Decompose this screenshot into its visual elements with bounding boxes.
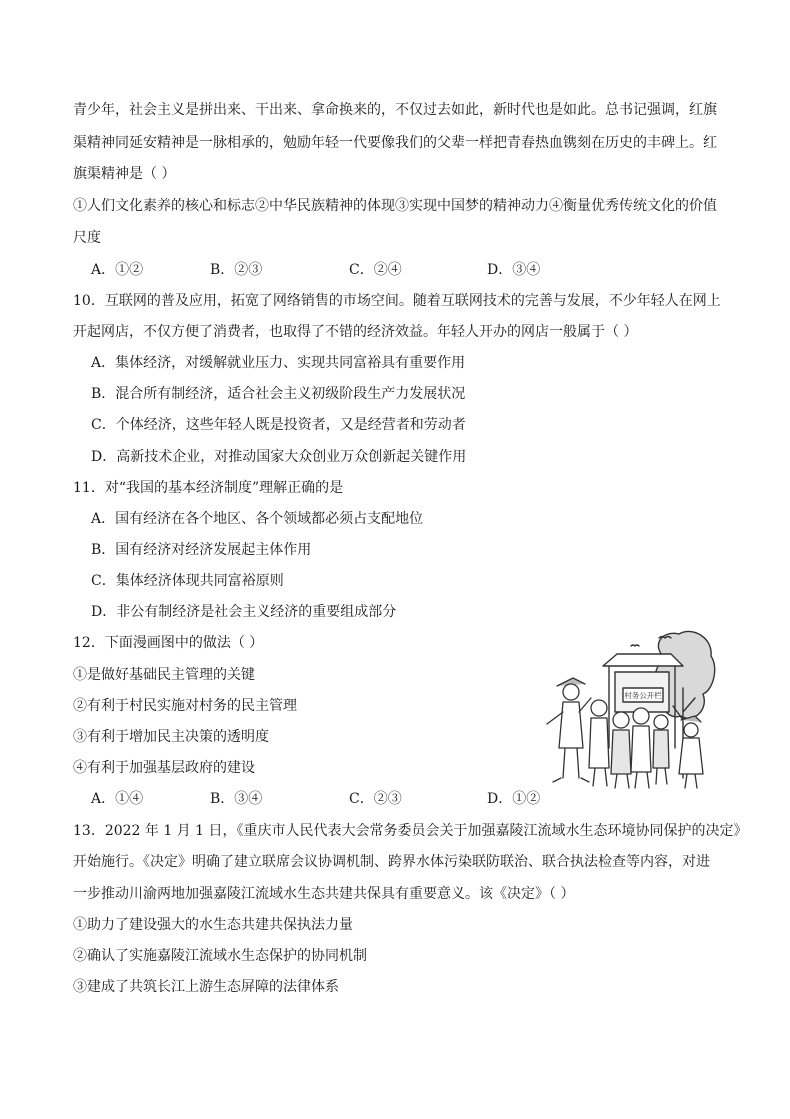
cartoon-sign-text: 村务公开栏 <box>624 691 662 700</box>
q12-statement-3: ③有利于增加民主决策的透明度 <box>73 729 269 745</box>
q12-option-a: A．①④ <box>91 791 144 807</box>
q12-statement-1: ①是做好基础民主管理的关键 <box>73 667 255 683</box>
q9-statements-line-2: 尺度 <box>73 230 101 246</box>
q9-stem-line-3: 旗渠精神是（ ） <box>73 166 176 182</box>
q11-option-d: D．非公有制经济是社会主义经济的重要组成部分 <box>91 604 397 620</box>
q12-statement-4: ④有利于加强基层政府的建设 <box>73 760 255 776</box>
q9-statements-line-1: ①人们文化素养的核心和标志②中华民族精神的体现③实现中国梦的精神动力④衡量优秀传统文化的价值 <box>73 198 717 214</box>
q10-option-b: B．混合所有制经济，适合社会主义初级阶段生产力发展状况 <box>91 386 466 402</box>
q13-statement-1: ①助力了建设强大的水生态共建共保执法力量 <box>73 917 353 933</box>
q13-stem-line-1: 13．2022 年 1 月 1 日，《重庆市人民代表大会常务委员会关于加强嘉陵江流域水生态环境协同保护的决定》 <box>73 823 748 839</box>
q9-option-b: B．②③ <box>210 262 263 278</box>
q11-stem: 11．对“我国的基本经济制度”理解正确的是 <box>73 480 344 496</box>
q9-stem-line-1: 青少年，社会主义是拼出来、干出来、拿命换来的，不仅过去如此，新时代也是如此。总书记强调，红旗 <box>73 102 717 118</box>
q12-stem: 12．下面漫画图中的做法（ ） <box>73 635 264 651</box>
q10-stem-line-2: 开起网店，不仅方便了消费者，也取得了不错的经济效益。年轻人开办的网店一般属于（ ） <box>73 324 638 340</box>
q13-stem-line-3: 一步推动川渝两地加强嘉陵江流域水生态共建共保具有重要意义。该《决定》（ ） <box>73 886 575 902</box>
q9-option-c: C．②④ <box>349 262 402 278</box>
q12-statement-2: ②有利于村民实施对村务的民主管理 <box>73 698 297 714</box>
q9-option-a: A．①② <box>91 262 144 278</box>
q9-option-d: D．③④ <box>487 262 541 278</box>
q9-stem-line-2: 渠精神同延安精神是一脉相承的，勉励年轻一代要像我们的父辈一样把青春热血镌刻在历史的丰碑上。红 <box>73 135 717 151</box>
q13-stem-line-2: 开始施行。《决定》明确了建立联席会议协调机制、跨界水体污染联防联治、联合执法检查等内容，对进 <box>73 854 710 870</box>
q11-option-c: C．集体经济体现共同富裕原则 <box>91 573 284 589</box>
q10-option-a: A．集体经济，对缓解就业压力、实现共同富裕具有重要作用 <box>91 355 466 371</box>
q10-option-c: C．个体经济，这些年轻人既是投资者，又是经营者和劳动者 <box>91 417 466 433</box>
q12-option-c: C．②③ <box>349 791 402 807</box>
q12-option-b: B．③④ <box>210 791 263 807</box>
q13-statement-3: ③建成了共筑长江上游生态屏障的法律体系 <box>73 979 339 995</box>
q11-option-a: A．国有经济在各个地区、各个领域都必须占支配地位 <box>91 511 424 527</box>
q11-option-b: B．国有经济对经济发展起主体作用 <box>91 542 312 558</box>
q10-option-d: D．高新技术企业，对推动国家大众创业万众创新起关键作用 <box>91 449 467 465</box>
q12-option-d: D．①② <box>487 791 541 807</box>
q10-stem-line-1: 10．互联网的普及应用，拓宽了网络销售的市场空间。随着互联网技术的完善与发展，不少年轻人在网上 <box>73 293 721 309</box>
village-affairs-cartoon <box>543 628 719 794</box>
q13-statement-2: ②确认了实施嘉陵江流域水生态保护的协同机制 <box>73 948 367 964</box>
